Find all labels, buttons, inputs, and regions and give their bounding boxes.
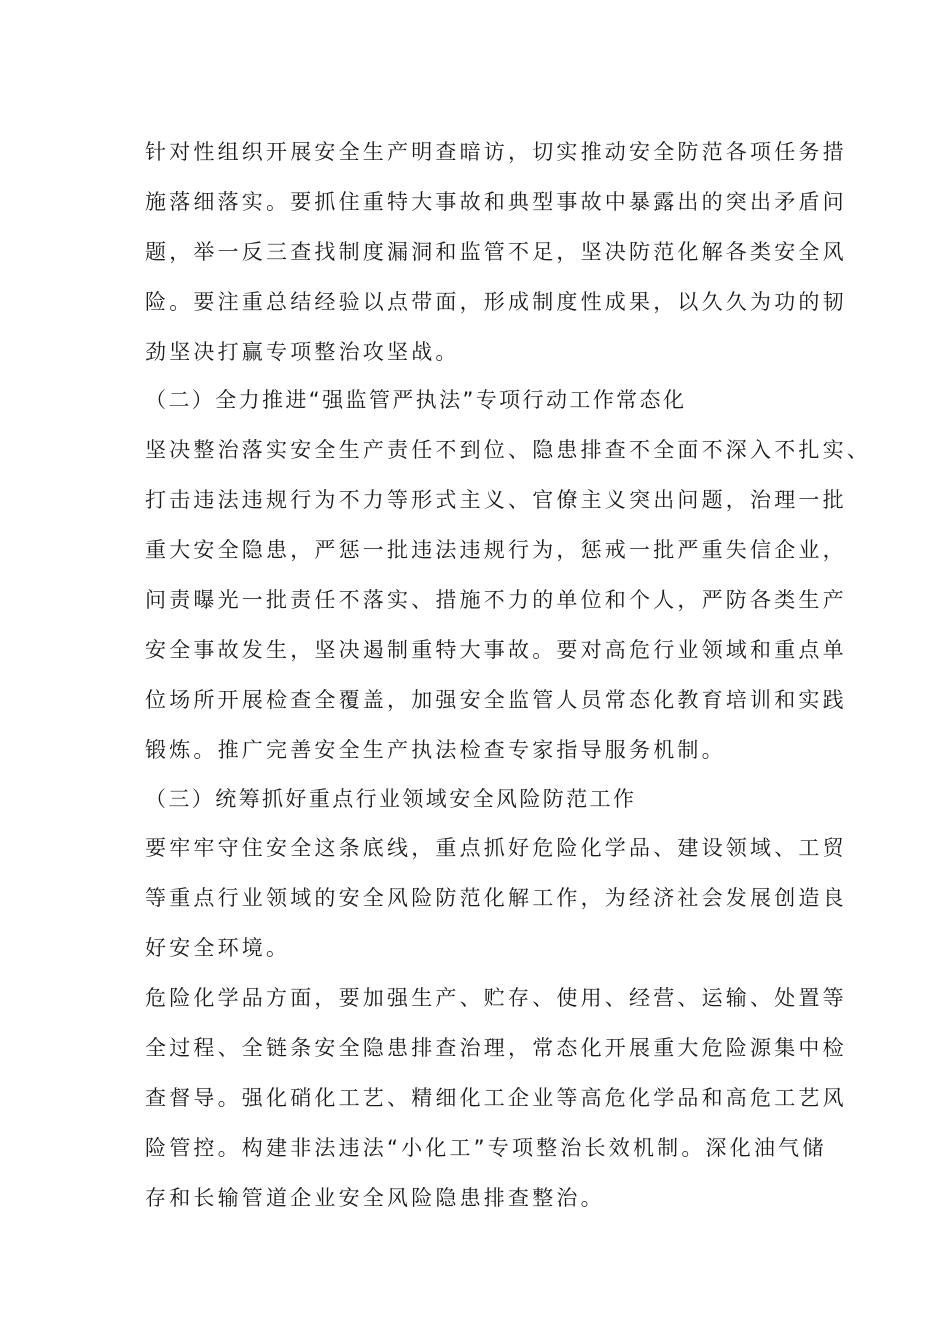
section-heading-3: （三）统筹抓好重点行业领域安全风险防范工作 xyxy=(145,787,637,811)
paragraph-1-line-4: 险。要注重总结经验以点带面，形成制度性成果，以久久为功的韧 xyxy=(145,290,847,314)
paragraph-1-line-1: 针对性组织开展安全生产明查暗访，切实推动安全防范各项任务措 xyxy=(145,140,847,164)
paragraph-2-line-1: 坚决整治落实安全生产责任不到位、隐患排查不全面不深入不扎实、 xyxy=(145,438,871,462)
paragraph-1-line-3: 题，举一反三查找制度漏洞和监管不足，坚决防范化解各类安全风 xyxy=(145,240,847,264)
paragraph-1-line-2: 施落细落实。要抓住重特大事故和典型事故中暴露出的突出矛盾问 xyxy=(145,190,847,214)
paragraph-4-line-4: 险管控。构建非法违法“小化工”专项整治长效机制。深化油气储 xyxy=(145,1136,827,1160)
paragraph-1-line-5: 劲坚决打赢专项整治攻坚战。 xyxy=(145,340,460,364)
paragraph-3-line-2: 等重点行业领域的安全风险防范化解工作，为经济社会发展创造良 xyxy=(145,886,847,910)
paragraph-3-line-1: 要牢牢守住安全这条底线，重点抓好危险化学品、建设领域、工贸 xyxy=(145,836,847,860)
paragraph-2-line-3: 重大安全隐患，严惩一批违法违规行为，惩戒一批严重失信企业， xyxy=(145,538,847,562)
paragraph-2-line-4: 问责曝光一批责任不落实、措施不力的单位和个人，严防各类生产 xyxy=(145,588,847,612)
paragraph-4-line-5: 存和长输管道企业安全风险隐患排查整治。 xyxy=(145,1186,605,1210)
paragraph-2-line-2: 打击违法违规行为不力等形式主义、官僚主义突出问题，治理一批 xyxy=(145,488,847,512)
section-heading-2: （二）全力推进“强监管严执法”专项行动工作常态化 xyxy=(145,388,687,412)
paragraph-3-line-3: 好安全环境。 xyxy=(145,936,291,960)
paragraph-2-line-7: 锻炼。推广完善安全生产执法检查专家指导服务机制。 xyxy=(145,738,726,762)
paragraph-2-line-5: 安全事故发生，坚决遏制重特大事故。要对高危行业领域和重点单 xyxy=(145,638,847,662)
paragraph-2-line-6: 位场所开展检查全覆盖，加强安全监管人员常态化教育培训和实践 xyxy=(145,688,847,712)
paragraph-4-line-2: 全过程、全链条安全隐患排查治理，常态化开展重大危险源集中检 xyxy=(145,1036,847,1060)
paragraph-4-line-3: 查督导。强化硝化工艺、精细化工企业等高危化学品和高危工艺风 xyxy=(145,1086,847,1110)
paragraph-4-line-1: 危险化学品方面，要加强生产、贮存、使用、经营、运输、处置等 xyxy=(145,986,847,1010)
